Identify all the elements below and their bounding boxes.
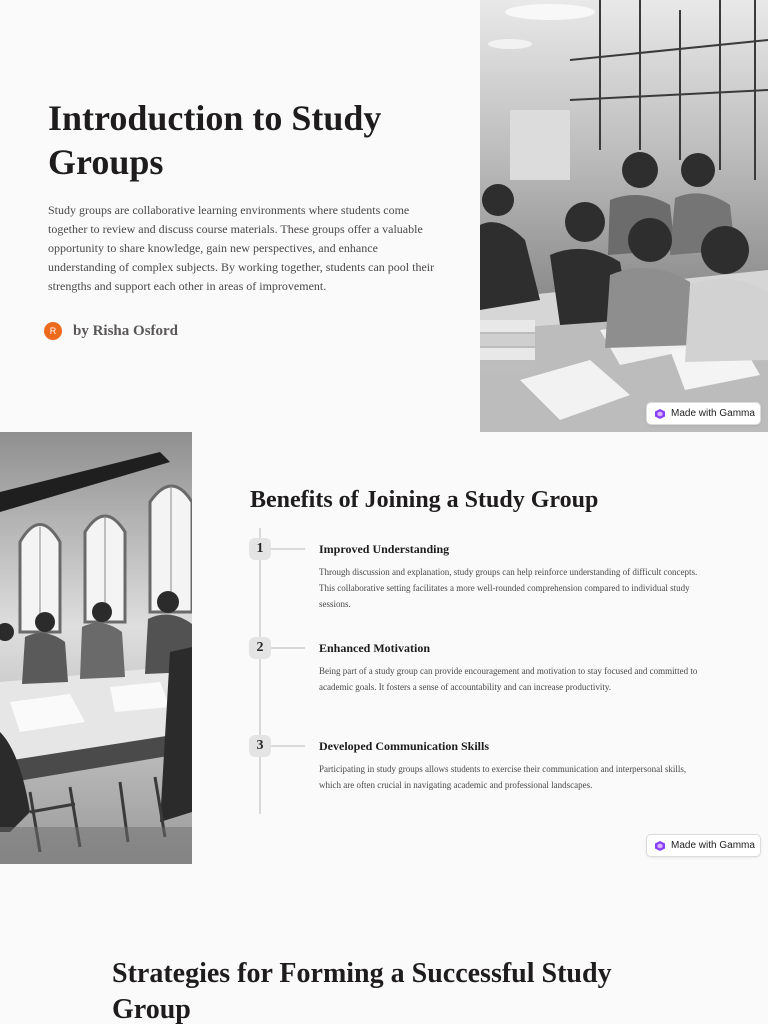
- gamma-logo-icon: [655, 409, 665, 419]
- timeline-connector: [271, 647, 305, 649]
- slide-title: Benefits of Joining a Study Group: [250, 487, 599, 513]
- author-name: by Risha Osford: [73, 322, 179, 339]
- slide-benefits: [0, 432, 768, 864]
- step-body: Participating in study groups allows students to exercise their communication and interpersonal skills, which are often crucial in navigating academic and professional landscapes.: [319, 764, 687, 790]
- slide-strategies: [0, 864, 768, 1024]
- slide-introduction: [0, 0, 768, 432]
- slide-title: Introduction to Study Groups: [48, 98, 382, 182]
- step-body: Being part of a study group can provide encouragement and motivation to stay focused and committed to academic goals. It fosters a sense of accountability and can increase productivity.: [319, 666, 698, 692]
- step-number-badge: 2: [249, 637, 271, 659]
- step-number-badge: 1: [249, 538, 271, 560]
- study-group-classroom-photo: [0, 432, 192, 864]
- step-title: Enhanced Motivation: [319, 641, 431, 655]
- students-studying-photo: [480, 0, 768, 432]
- slide-title: Strategies for Forming a Successful Study Group: [112, 958, 612, 1024]
- author-avatar: R: [44, 322, 62, 340]
- step-number-badge: 3: [249, 735, 271, 757]
- made-with-gamma-badge[interactable]: [646, 402, 761, 425]
- timeline-line: [259, 528, 261, 814]
- timeline-connector: [271, 548, 305, 550]
- timeline-connector: [271, 745, 305, 747]
- step-title: Developed Communication Skills: [319, 739, 490, 753]
- made-with-gamma-label: Made with Gamma: [671, 408, 755, 419]
- step-title: Improved Understanding: [319, 542, 450, 556]
- made-with-gamma-label: Made with Gamma: [671, 840, 755, 851]
- slide-description: Study groups are collaborative learning environments where students come together to review and discuss course materials. These groups offer a valuable opportunity to share knowledge, gain new perspectives, and enhance understanding of complex subjects. By working together, students can pool their strengths and support each other in areas of improvement.: [48, 203, 435, 293]
- author-byline: [44, 322, 178, 340]
- gamma-logo-icon: [655, 841, 665, 851]
- step-body: Through discussion and explanation, study groups can help reinforce understanding of difficult concepts. This collaborative setting facilitates a more well-rounded comprehension compared to individual study sessions.: [319, 567, 698, 609]
- made-with-gamma-badge[interactable]: [646, 834, 761, 857]
